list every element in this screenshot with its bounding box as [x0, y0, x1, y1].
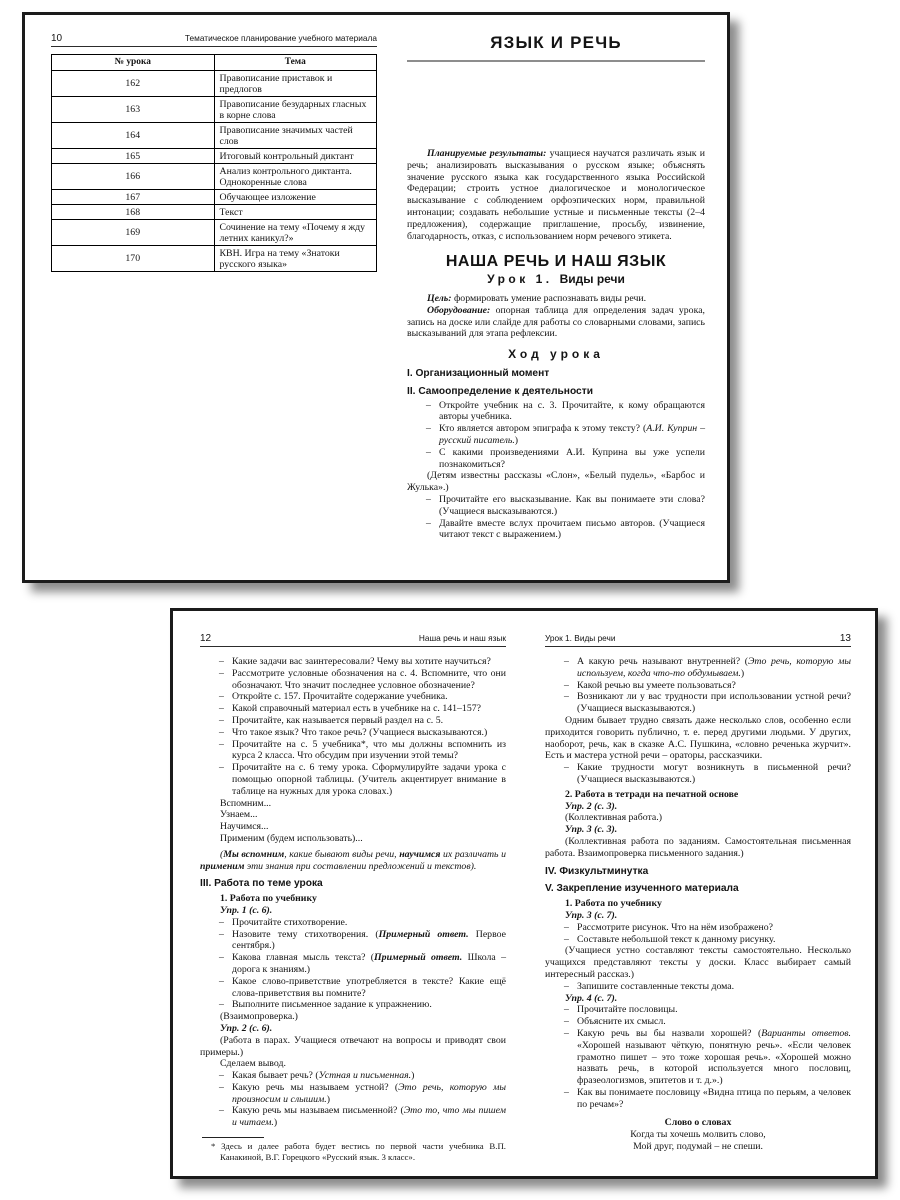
- col-header-topic: Тема: [214, 55, 377, 71]
- text-run: (Работа в парах. Учащиеся отвечают на вопросы и приводят свои примеры.): [200, 1034, 506, 1058]
- text-run: Объясните их смысл.: [577, 1016, 666, 1028]
- text-run: С какими произведениями А.И. Куприна вы уже успели познакомиться?: [439, 446, 705, 470]
- dash-marker: –: [219, 703, 224, 715]
- cell-topic: Сочинение на тему «Почему я жду летних каникул?»: [214, 220, 377, 246]
- text-run: Устная и письменная.: [318, 1070, 412, 1082]
- table-row: [52, 164, 377, 190]
- text-run: Кто является автором эпиграфа к этому тексту? (: [439, 423, 647, 435]
- para-dash: [545, 922, 851, 934]
- dash-text: [439, 447, 705, 471]
- table-row: [52, 71, 377, 97]
- dash-marker: –: [219, 738, 224, 750]
- dash-marker: –: [219, 691, 224, 703]
- text-run: Какую речь мы называем письменной? (: [232, 1105, 404, 1117]
- para-dash: [545, 656, 851, 680]
- para-dash: [545, 1028, 851, 1087]
- dash-text: [439, 423, 705, 447]
- dash-marker: –: [564, 1086, 569, 1098]
- page-10: [51, 33, 377, 272]
- para-dash: [407, 423, 705, 447]
- table-row: [52, 246, 377, 272]
- dash-text: [577, 981, 851, 993]
- para-para: [200, 821, 506, 833]
- dash-text: [232, 703, 506, 715]
- para-para: [200, 1035, 506, 1059]
- cell-lesson-number: 162: [52, 71, 215, 97]
- text-run: научимся: [399, 848, 441, 860]
- text-run: Прочитайте пословицы.: [577, 1004, 678, 1016]
- para-para: [200, 798, 506, 810]
- text-run: 1. Работа по учебнику: [220, 893, 317, 905]
- dash-text: [577, 1087, 851, 1111]
- running-head-title: Тематическое планирование учебного материала: [184, 33, 377, 43]
- cell-topic: Правописание безударных гласных в корне слова: [214, 97, 377, 123]
- text-run: Слово о словах: [664, 1117, 732, 1129]
- text-run: Одним бывает трудно связать даже несколько слов, особенно если приходится говорить публично, т. е. перед другими людьми. У других, наоборот, речь, как в сказке А.С. Пушкина, «словно реченька журчит». Есть и мастера устной речи – ораторы, рассказчики.: [545, 714, 851, 762]
- running-head-title: Урок 1. Виды речи: [545, 633, 616, 643]
- dash-text: [577, 1016, 851, 1028]
- text-run: Что такое язык? Что такое речь? (Учащиеся высказываются.): [232, 726, 488, 738]
- para-hroman: [407, 386, 705, 398]
- text-run: I. Организационный момент: [407, 367, 550, 379]
- dash-text: [232, 952, 506, 976]
- footnote-text: [200, 1141, 506, 1162]
- text-run: (: [220, 848, 224, 860]
- para-dash: [200, 999, 506, 1011]
- dash-marker: –: [564, 1016, 569, 1028]
- page-12-running-head: [200, 633, 506, 647]
- text-run: V. Закрепление изученного материала: [545, 883, 739, 895]
- text-run: Упр. 3 (с. 3).: [565, 824, 618, 836]
- text-run: Откройте учебник на с. 3. Прочитайте, к кому обращаются авторы учебника.: [439, 399, 705, 423]
- text-run: Когда ты хочешь молвить слово,: [630, 1129, 766, 1141]
- text-run: Это речь, которую мы используем, когда что-то обдумываем.: [577, 656, 851, 679]
- chapter-title-rule: [407, 60, 705, 62]
- text-run: Какие трудности могут возникнуть в письменной речи? (Учащиеся высказываются.): [577, 762, 851, 785]
- cell-lesson-number: 170: [52, 246, 215, 272]
- page-10-running-head: [51, 33, 377, 47]
- para-c: [545, 1129, 851, 1141]
- text-run: Упр. 3 (с. 7).: [565, 909, 618, 921]
- text-run: Какая бывает речь? (: [232, 1070, 319, 1082]
- page-11: [407, 31, 705, 541]
- text-run: Это речь, которую мы произносим и слышим.: [232, 1081, 506, 1105]
- para-dash: [407, 494, 705, 518]
- text-run: (Детям известны рассказы «Слон», «Белый пудель», «Барбос и Жулька».): [407, 470, 705, 494]
- dash-text: [232, 917, 506, 929]
- para-para: [545, 945, 851, 980]
- text-run: (Учащиеся устно составляют тексты самостоятельно. Несколько учащихся представляют тексты у доски. Класс выбирает самый интересный рассказ.): [545, 945, 851, 980]
- text-run: Это то, что мы пишем и читаем.: [232, 1105, 506, 1129]
- text-run: ): [273, 1117, 278, 1129]
- dash-marker: –: [219, 762, 224, 774]
- text-run: Варианты ответов.: [761, 1027, 851, 1039]
- table-header-row: [52, 55, 377, 71]
- para-para: [200, 1058, 506, 1070]
- dash-text: [577, 934, 851, 946]
- text-run: Выполните письменное задание к упражнению.: [232, 999, 432, 1011]
- dash-text: [232, 1105, 506, 1129]
- dash-marker: –: [564, 691, 569, 703]
- page-number: 12: [200, 633, 212, 644]
- para-dash: [200, 917, 506, 929]
- cell-lesson-number: 169: [52, 220, 215, 246]
- table-row: [52, 220, 377, 246]
- page-13-running-head: [545, 633, 851, 647]
- text-run: (Коллективная работа.): [565, 812, 662, 824]
- para-hroman: [200, 878, 506, 890]
- text-run: А какую речь называют внутренней? (: [577, 656, 748, 667]
- dash-marker: –: [564, 679, 569, 691]
- para-dash: [200, 703, 506, 715]
- dash-text: [232, 727, 506, 739]
- dash-text: [232, 1082, 506, 1106]
- para-dash: [545, 1004, 851, 1016]
- footnote-star: *: [211, 1141, 216, 1152]
- dash-text: [232, 1070, 506, 1082]
- dash-marker: –: [219, 1081, 224, 1093]
- dash-marker: –: [219, 1070, 224, 1082]
- cell-lesson-number: 163: [52, 97, 215, 123]
- para-hroman: [545, 883, 851, 895]
- text-run: Запишите составленные тексты дома.: [577, 980, 735, 992]
- text-run: Какую речь вы бы назвали хорошей? (: [577, 1027, 762, 1039]
- para-dash: [545, 981, 851, 993]
- page-11-content: [407, 148, 705, 541]
- text-run: Рассмотрите условные обозначения на с. 4. Вспомните, что они обозначают. Что значит последнее условное обозначение?: [232, 667, 506, 691]
- dash-marker: –: [219, 952, 224, 964]
- cell-topic: Правописание приставок и предлогов: [214, 71, 377, 97]
- top-spread: [22, 12, 730, 583]
- text-run: Цель:: [427, 292, 452, 304]
- para-dash: [200, 691, 506, 703]
- lesson-number-spaced: Урок 1.: [487, 272, 553, 287]
- text-run: Какую речь мы называем устной? (: [232, 1081, 399, 1093]
- dash-text: [577, 1004, 851, 1016]
- table-row: [52, 123, 377, 149]
- para-dash: [200, 656, 506, 668]
- text-run: Примерный ответ.: [378, 928, 469, 940]
- text-run: (Коллективная работа по заданиям. Самостоятельная письменная работа. Взаимопроверка письменного задания.): [545, 835, 851, 859]
- cell-topic: Правописание значимых частей слов: [214, 123, 377, 149]
- text-run: Откройте с. 157. Прочитайте содержание учебника.: [232, 691, 448, 703]
- cell-topic: Текст: [214, 205, 377, 220]
- bottom-spread: [170, 608, 878, 1179]
- table-row: [52, 205, 377, 220]
- cell-lesson-number: 166: [52, 164, 215, 190]
- text-run: Мой друг, подумай – не спеши.: [633, 1141, 763, 1153]
- text-run: Сделаем вывод.: [220, 1058, 286, 1070]
- text-run: IV. Физкультминутка: [545, 865, 649, 877]
- para-para: [407, 305, 705, 340]
- cell-lesson-number: 165: [52, 149, 215, 164]
- para-dash: [200, 715, 506, 727]
- text-run: ): [514, 434, 519, 446]
- text-run: Назовите тему стихотворения. (: [232, 928, 379, 940]
- text-run: Какое слово-приветствие употребляется в тексте? Какие ещё слова-приветствия вы помните?: [232, 975, 506, 999]
- para-dash: [200, 1105, 506, 1129]
- para-ex: [565, 910, 851, 922]
- text-run: ): [326, 1093, 330, 1105]
- text-run: Упр. 4 (с. 7).: [565, 992, 618, 1004]
- dash-text: [232, 691, 506, 703]
- text-run: (Взаимопроверка.): [220, 1011, 298, 1023]
- text-run: учащиеся научатся различать язык и речь; анализировать высказывания о русском языке; объяснять значение русского языка как государственного языка Российской Федерации; строить устное диалогическое и монологическое высказывание с соблюдением орфоэпических норм, правильной интонации; создавать небольшие устные и письменные тексты (2–4 предложения), содержащие приглашение, просьбу, извинение, благодарность, отказ, с использованием норм речевого этикета.: [407, 148, 706, 242]
- page-number: 10: [51, 33, 63, 44]
- para-hlesson: [407, 274, 705, 286]
- para-dash: [545, 680, 851, 692]
- para-hroman: [545, 866, 851, 878]
- footnote-body: Здесь и далее работа будет вестись по первой части учебника В.П. Канакиной, В.Г. Горецкого «Русский язык. 3 класс».: [215, 1141, 506, 1162]
- para-dash: [545, 1087, 851, 1111]
- text-run: Прочитайте стихотворение.: [232, 916, 348, 928]
- page-13: [545, 633, 851, 1153]
- dash-marker: –: [219, 726, 224, 738]
- para-ex: [565, 993, 851, 1005]
- para-para: [545, 836, 851, 860]
- dash-marker: –: [219, 916, 224, 928]
- text-run: Упр. 1 (с. 6).: [220, 904, 273, 916]
- cell-lesson-number: 168: [52, 205, 215, 220]
- para-ex: [565, 824, 851, 836]
- para-dash: [407, 447, 705, 471]
- text-run: ): [411, 1070, 415, 1082]
- dash-marker: –: [426, 399, 431, 411]
- para-para: [200, 849, 506, 873]
- text-run: Планируемые результаты:: [427, 148, 547, 159]
- lesson-plan-table: [51, 54, 377, 272]
- text-run: Какие задачи вас заинтересовали? Чему вы хотите научиться?: [232, 656, 491, 667]
- dash-marker: –: [426, 446, 431, 458]
- text-run: Примерный ответ.: [374, 952, 463, 964]
- dash-text: [232, 656, 506, 668]
- text-run: Какова главная мысль текста? (: [232, 952, 375, 964]
- para-dash: [545, 691, 851, 715]
- dash-text: [232, 999, 506, 1011]
- text-run: Школа – дорога к знаниям.): [232, 952, 506, 975]
- dash-text: [232, 929, 506, 953]
- page-number: 13: [839, 633, 851, 644]
- lesson-title: Виды речи: [559, 272, 625, 287]
- para-hspaced: [407, 349, 705, 361]
- para-dash: [545, 762, 851, 786]
- dash-marker: –: [564, 762, 569, 774]
- text-run: эти знания при составлении предложений и текстов).: [244, 860, 477, 872]
- para-dash: [200, 1070, 506, 1082]
- text-run: Упр. 2 (с. 6).: [220, 1022, 273, 1034]
- text-run: применим: [200, 860, 245, 872]
- dash-text: [439, 494, 705, 518]
- dash-text: [439, 400, 705, 424]
- table-row: [52, 97, 377, 123]
- text-run: НАША РЕЧЬ И НАШ ЯЗЫК: [445, 253, 667, 271]
- text-run: , какие бывают виды речи,: [284, 848, 400, 860]
- text-run: А.И. Куприн – русский писатель.: [439, 423, 705, 446]
- running-head-title: Наша речь и наш язык: [418, 633, 506, 643]
- dash-marker: –: [426, 423, 431, 435]
- text-run: Какой речью вы умеете пользоваться?: [577, 679, 736, 691]
- text-run: их различать и: [440, 848, 506, 860]
- dash-marker: –: [219, 1105, 224, 1117]
- page-13-content: [545, 656, 851, 1153]
- dash-marker: –: [219, 667, 224, 679]
- dash-marker: –: [564, 1027, 569, 1039]
- col-header-lesson-number: № урока: [52, 55, 215, 71]
- cell-topic: Обучающее изложение: [214, 190, 377, 205]
- dash-text: [232, 976, 506, 1000]
- page-12-content: [200, 656, 506, 1129]
- text-run: Вспомним...: [220, 797, 272, 809]
- text-run: Рассмотрите рисунок. Что на нём изображено?: [577, 921, 773, 933]
- text-run: Применим (будем использовать)...: [220, 832, 363, 844]
- para-para: [545, 715, 851, 762]
- text-run: Как вы понимаете пословицу «Видна птица по перьям, а человек по речам»?: [577, 1086, 851, 1110]
- text-run: Прочитайте его высказывание. Как вы понимаете эти слова? (Учащиеся высказываются.): [439, 493, 705, 517]
- text-run: Мы вспомним: [223, 848, 285, 860]
- para-para: [407, 470, 705, 494]
- text-run: Прочитайте, как называется первый раздел на с. 5.: [232, 714, 444, 726]
- text-run: ): [740, 667, 745, 679]
- para-dash: [200, 976, 506, 1000]
- para-cb: [545, 1117, 851, 1129]
- para-para: [200, 833, 506, 845]
- dash-marker: –: [219, 999, 224, 1011]
- para-para: [545, 812, 851, 824]
- text-run: «Хорошей называют чёткую, понятную речь». «Если человек грамотно пишет – это тоже хорошая речь». «Хорошей можно назвать речь, в которой используется много пословиц, фразеологизмов, эпитетов и т. д.».): [577, 1039, 851, 1087]
- para-dash: [200, 727, 506, 739]
- dash-marker: –: [564, 980, 569, 992]
- dash-text: [232, 739, 506, 763]
- dash-text: [439, 518, 705, 542]
- dash-marker: –: [219, 714, 224, 726]
- para-hroman: [407, 368, 705, 380]
- text-run: Научимся...: [220, 821, 269, 833]
- para-ex: [220, 905, 506, 917]
- cell-topic: Итоговый контрольный диктант: [214, 149, 377, 164]
- cell-lesson-number: 164: [52, 123, 215, 149]
- para-dash: [407, 400, 705, 424]
- para-dash: [200, 929, 506, 953]
- dash-text: [232, 762, 506, 797]
- dash-text: [232, 715, 506, 727]
- text-run: 2. Работа в тетради на печатной основе: [565, 788, 739, 800]
- cell-topic: КВН. Игра на тему «Знатоки русского языка»: [214, 246, 377, 272]
- text-run: Узнаем...: [220, 809, 258, 821]
- para-ex: [220, 1023, 506, 1035]
- dash-text: [577, 691, 851, 715]
- text-run: Какой справочный материал есть в учебнике на с. 141–157?: [232, 703, 481, 715]
- para-dash: [200, 952, 506, 976]
- para-ex: [565, 801, 851, 813]
- para-para: [200, 809, 506, 821]
- para-dash: [200, 668, 506, 692]
- text-run: Давайте вместе вслух прочитаем письмо авторов. (Учащиеся читают текст с выражением.): [439, 517, 705, 541]
- dash-text: [577, 656, 851, 680]
- text-run: Возникают ли у вас трудности при использовании устной речи? (Учащиеся высказываются.): [577, 691, 851, 715]
- para-dash: [200, 762, 506, 797]
- dash-text: [232, 668, 506, 692]
- chapter-title: ЯЗЫК И РЕЧЬ: [490, 33, 622, 52]
- dash-text: [577, 762, 851, 786]
- cell-topic: Анализ контрольного диктанта. Однокоренные слова: [214, 164, 377, 190]
- dash-text: [577, 680, 851, 692]
- para-hnum: [565, 898, 851, 910]
- para-hnum: [565, 789, 851, 801]
- footnote-rule: [202, 1137, 264, 1138]
- para-para: [407, 148, 705, 242]
- dash-marker: –: [564, 656, 569, 667]
- text-run: Первое сентября.): [232, 928, 506, 952]
- dash-text: [577, 922, 851, 934]
- para-c: [545, 1141, 851, 1153]
- para-dash: [200, 739, 506, 763]
- dash-marker: –: [219, 656, 224, 667]
- dash-marker: –: [219, 928, 224, 940]
- footnote-block: [200, 1137, 506, 1162]
- dash-marker: –: [219, 975, 224, 987]
- dash-text: [577, 1028, 851, 1087]
- text-run: Прочитайте на с. 6 тему урока. Сформулируйте задачи урока с помощью опорной таблицы. (Учитель акцентирует внимание в таблице на нужных для урока словах.): [232, 762, 506, 797]
- dash-marker: –: [426, 493, 431, 505]
- text-run: Ход урока: [508, 347, 604, 362]
- text-run: Составьте небольшой текст к данному рисунку.: [577, 933, 776, 945]
- para-dash: [200, 1082, 506, 1106]
- dash-marker: –: [426, 517, 431, 529]
- para-dash: [545, 1016, 851, 1028]
- text-run: формировать умение распознавать виды речи.: [451, 292, 647, 304]
- cell-lesson-number: 167: [52, 190, 215, 205]
- text-run: II. Самоопределение к деятельности: [407, 385, 593, 397]
- para-hnum: [220, 893, 506, 905]
- text-run: 1. Работа по учебнику: [565, 898, 662, 910]
- text-run: Прочитайте на с. 5 учебника*, что мы должны вспомнить из курса 2 класса. Что обсудим при изучении этой темы?: [232, 738, 506, 762]
- dash-marker: –: [564, 933, 569, 945]
- table-row: [52, 149, 377, 164]
- text-run: Оборудование:: [427, 304, 491, 316]
- text-run: III. Работа по теме урока: [200, 878, 323, 890]
- para-dash: [545, 934, 851, 946]
- text-run: опорная таблица для определения задач урока, запись на доске или слайде для работы со словарными словами, запись высказываний для этапа рефлексии.: [407, 304, 705, 340]
- para-para: [200, 1011, 506, 1023]
- dash-marker: –: [564, 921, 569, 933]
- dash-marker: –: [564, 1004, 569, 1016]
- para-hsec: [407, 253, 705, 271]
- page-12: [200, 633, 506, 1162]
- para-dash: [407, 518, 705, 542]
- text-run: Упр. 2 (с. 3).: [565, 800, 618, 812]
- para-para: [407, 293, 705, 305]
- table-row: [52, 190, 377, 205]
